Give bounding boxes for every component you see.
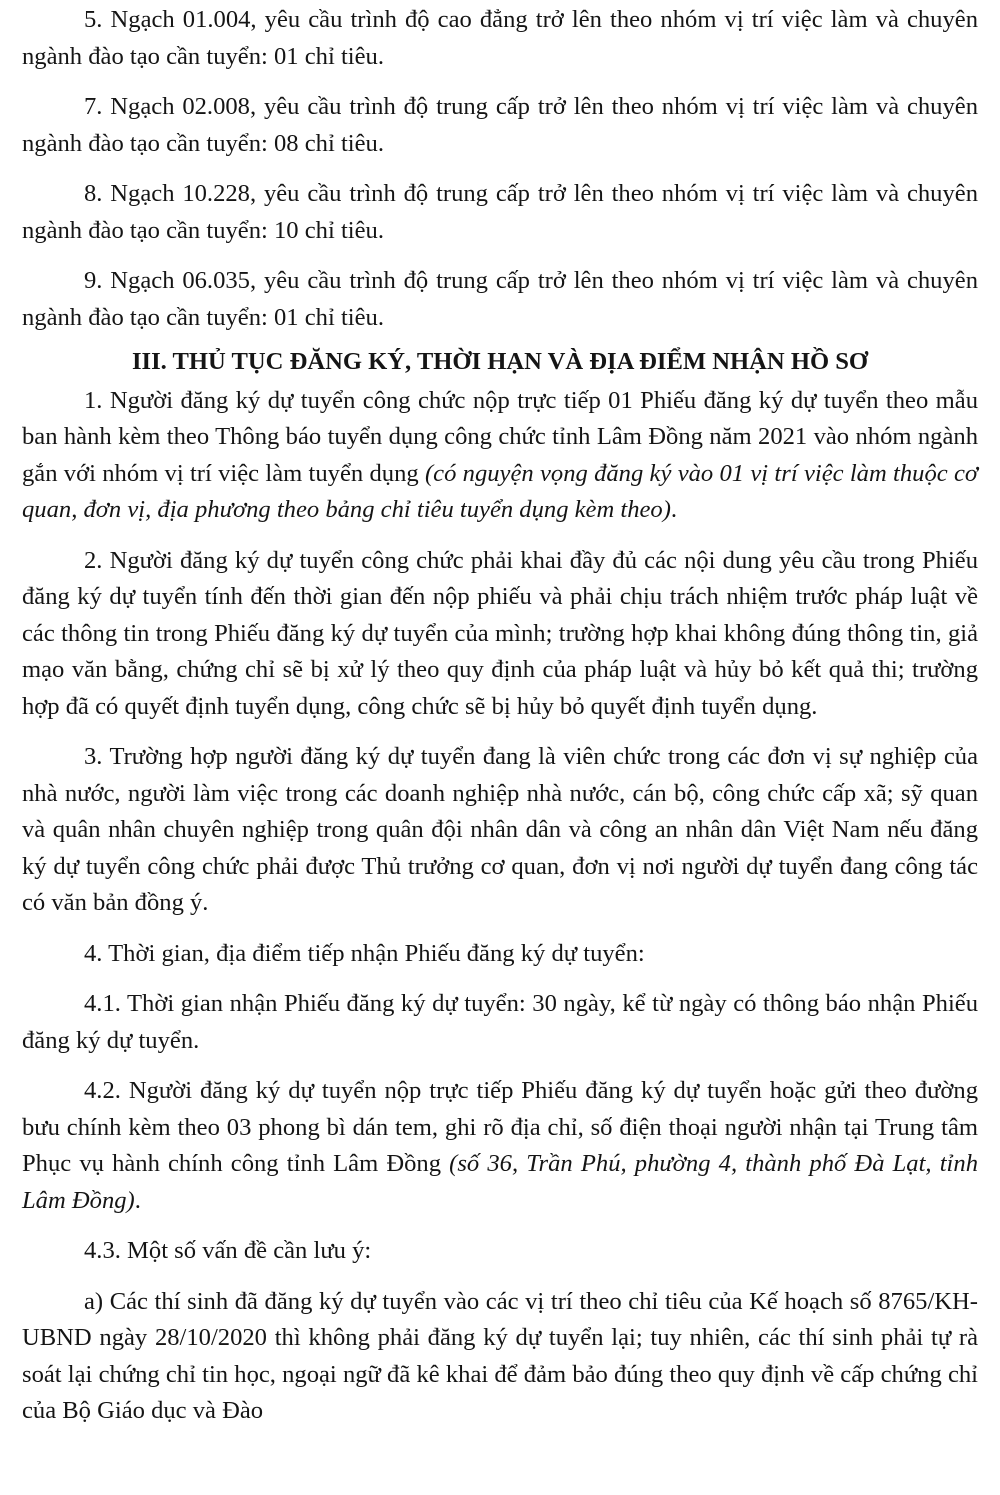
paragraph-4-3: 4.3. Một số vấn đề cần lưu ý: xyxy=(84,1237,372,1264)
item-7-paragraph: 7. Ngạch 02.008, yêu cầu trình độ trung cấp trở lên theo nhóm vị trí việc làm và chuyên ngành đào tạo cần tuyển: 08 chỉ tiêu. xyxy=(22,93,978,157)
document-page xyxy=(22,0,978,1495)
paragraph-a: a) Các thí sinh đã đăng ký dự tuyển vào các vị trí theo chỉ tiêu của Kế hoạch số 8765/KH-UBND ngày 28/10/2020 thì không phải đăng ký dự tuyển lại; tuy nhiên, các thí sinh phải tự rà soát lại chứng chỉ tin học, ngoại ngữ đã kê khai để đảm bảo đúng theo quy định về cấp chứng chỉ của Bộ Giáo dục và Đào xyxy=(22,1287,978,1424)
paragraph-4: 4. Thời gian, địa điểm tiếp nhận Phiếu đăng ký dự tuyển: xyxy=(84,939,645,967)
paragraph-4-2 xyxy=(22,1073,978,1219)
paragraph-4-2-text: 4.2. Người đăng ký dự tuyển nộp trực tiếp Phiếu đăng ký dự tuyển hoặc gửi theo đường bưu chính kèm theo 03 phong bì dán tem, ghi rõ địa chỉ, số điện thoại người nhận tại Trung tâm Phục vụ hành chính công tỉnh Lâm Đồng xyxy=(22,1077,978,1177)
item-5-paragraph: 5. Ngạch 01.004, yêu cầu trình độ cao đẳng trở lên theo nhóm vị trí việc làm và chuyên ngành đào tạo cần tuyển: 01 chỉ tiêu. xyxy=(22,6,978,70)
paragraph-1-text: 1. Người đăng ký dự tuyển công chức nộp trực tiếp 01 Phiếu đăng ký dự tuyển theo mẫu ban hành kèm theo Thông báo tuyển dụng công chức tỉnh Lâm Đồng năm 2021 vào nhóm ngành gắn với nhóm vị trí việc làm tuyển dụng xyxy=(22,386,978,487)
section-heading: III. THỦ TỤC ĐĂNG KÝ, THỜI HẠN VÀ ĐỊA ĐIỂM NHẬN HỒ SƠ xyxy=(131,348,869,375)
item-9-paragraph: 9. Ngạch 06.035, yêu cầu trình độ trung cấp trở lên theo nhóm vị trí việc làm và chuyên ngành đào tạo cần tuyển: 01 chỉ tiêu. xyxy=(22,267,978,331)
paragraph-4-2-end: . xyxy=(134,1186,141,1214)
paragraph-1-italic: (có nguyện vọng đăng ký vào 01 vị trí việc làm thuộc cơ quan, đơn vị, địa phương theo bảng chỉ tiêu tuyển dụng kèm theo) xyxy=(22,459,978,523)
paragraph-3: 3. Trường hợp người đăng ký dự tuyển đang là viên chức trong các đơn vị sự nghiệp của nhà nước, người làm việc trong các doanh nghiệp nhà nước, cán bộ, công chức cấp xã; sỹ quan và quân nhân chuyên nghiệp trong quân đội nhân dân và công an nhân dân Việt Nam nếu đăng ký dự tuyển công chức phải được Thủ trưởng cơ quan, đơn vị nơi người dự tuyển đang công tác có văn bản đồng ý. xyxy=(22,743,978,916)
paragraph-2: 2. Người đăng ký dự tuyển công chức phải khai đầy đủ các nội dung yêu cầu trong Phiếu đăng ký dự tuyển tính đến thời gian đến nộp phiếu và phải chịu trách nhiệm trước pháp luật về các thông tin trong Phiếu đăng ký dự tuyển của mình; trường hợp khai không đúng thông tin, giả mạo văn bằng, chứng chỉ sẽ bị xử lý theo quy định của pháp luật và hủy bỏ kết quả thi; trường hợp đã có quyết định tuyển dụng, công chức sẽ bị hủy bỏ quyết định tuyển dụng. xyxy=(22,546,978,720)
item-8-paragraph: 8. Ngạch 10.228, yêu cầu trình độ trung cấp trở lên theo nhóm vị trí việc làm và chuyên ngành đào tạo cần tuyển: 10 chỉ tiêu. xyxy=(22,180,978,244)
paragraph-4-1: 4.1. Thời gian nhận Phiếu đăng ký dự tuyển: 30 ngày, kể từ ngày có thông báo nhận Phiếu đăng ký dự tuyển. xyxy=(22,990,978,1054)
paragraph-1 xyxy=(22,383,978,529)
paragraph-1-end: . xyxy=(670,496,678,523)
paragraph-4-2-italic: (số 36, Trần Phú, phường 4, thành phố Đà Lạt, tỉnh Lâm Đồng) xyxy=(22,1150,978,1214)
